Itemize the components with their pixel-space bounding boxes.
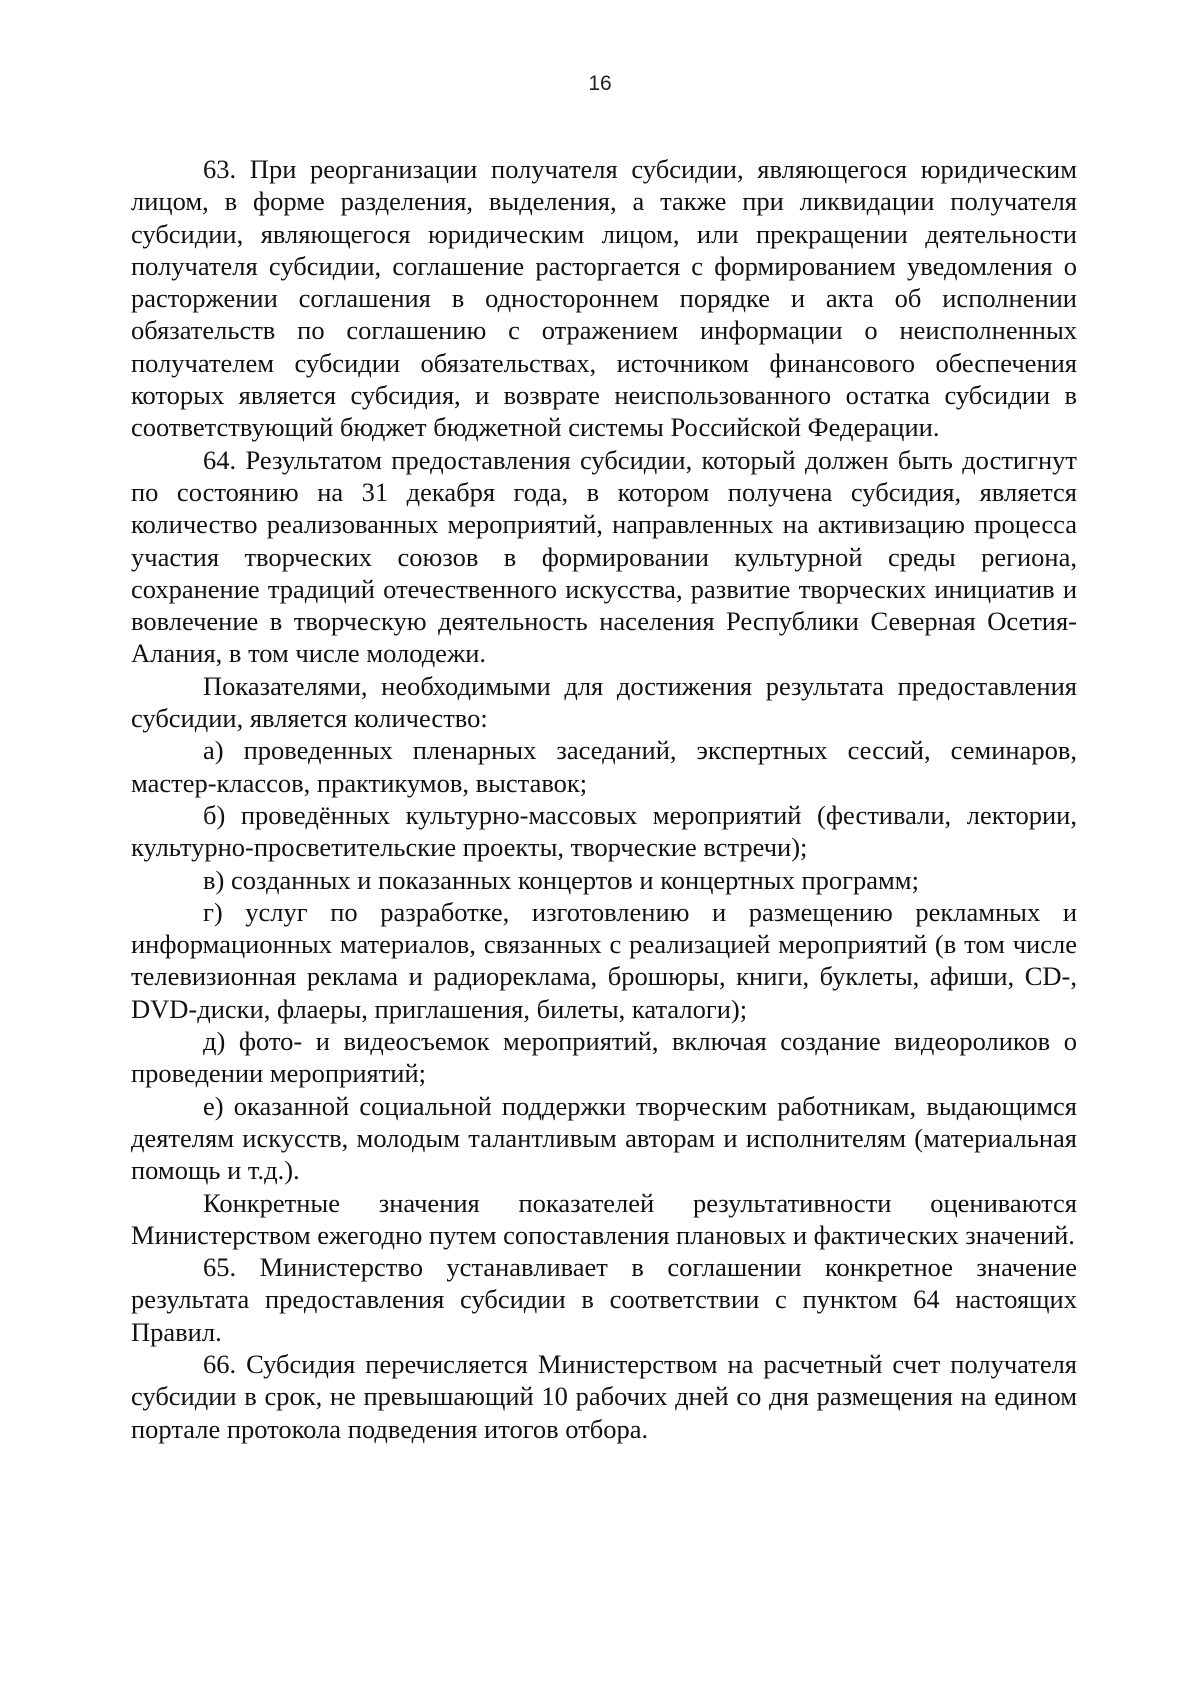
paragraph-indicator-evaluation: Конкретные значения показателей результативности оцениваются Министерством ежегодно путем сопоставления плановых и фактических значений.	[131, 1187, 1077, 1250]
list-item-e: е) оказанной социальной поддержки творческим работникам, выдающимся деятелям искусств, молодым талантливым авторам и исполнителям (материальная помощь и т.д.).	[131, 1090, 1077, 1186]
paragraph-66: 66. Субсидия перечисляется Министерством на расчетный счет получателя субсидии в срок, не превышающий 10 рабочих дней со дня размещения на едином портале протокола подведения итогов отбора.	[131, 1348, 1077, 1444]
list-item-a: а) проведенных пленарных заседаний, экспертных сессий, семинаров, мастер-классов, практикумов, выставок;	[131, 735, 1077, 798]
paragraph-indicators-intro: Показателями, необходимыми для достижения результата предоставления субсидии, является количество:	[131, 670, 1077, 734]
document-body	[131, 153, 1077, 1445]
list-item-b: б) проведённых культурно-массовых мероприятий (фестивали, лектории, культурно-просветительские проекты, творческие встречи);	[131, 799, 1077, 863]
list-item-d: д) фото- и видеосъемок мероприятий, включая создание видеороликов о проведении мероприятий;	[131, 1026, 1077, 1089]
page-number: 16	[588, 72, 612, 95]
list-item-g: г) услуг по разработке, изготовлению и размещению рекламных и информационных материалов, связанных с реализацией мероприятий (в том числе телевизионная реклама и радиореклама, брошюры, книги, буклеты, афиши, CD-, DVD-диски, флаеры, приглашения, билеты, каталоги);	[131, 896, 1077, 1024]
list-item-v: в) созданных и показанных концертов и концертных программ;	[203, 864, 919, 895]
paragraph-63: 63. При реорганизации получателя субсидии, являющегося юридическим лицом, в форме разделения, выделения, а также при ликвидации получателя субсидии, являющегося юридическим лицом, или прекращении деятельности получателя субсидии, соглашение расторгается с формированием уведомления о расторжении соглашения в одностороннем порядке и акта об исполнении обязательств по соглашению с отражением информации о неисполненных получателем субсидии обязательствах, источником финансового обеспечения которых является субсидия, и возврате неиспользованного остатка субсидии в соответствующий бюджет бюджетной системы Российской Федерации.	[131, 154, 1077, 443]
paragraph-65: 65. Министерство устанавливает в соглашении конкретное значение результата предоставления субсидии в соответствии с пунктом 64 настоящих Правил.	[131, 1252, 1077, 1347]
paragraph-64: 64. Результатом предоставления субсидии, который должен быть достигнут по состоянию на 31 декабря года, в котором получена субсидия, является количество реализованных мероприятий, направленных на активизацию процесса участия творческих союзов в формировании культурной среды региона, сохранение традиций отечественного искусства, развитие творческих инициатив и вовлечение в творческую деятельность населения Республики Северная Осетия-Алания, в том числе молодежи.	[131, 444, 1077, 669]
